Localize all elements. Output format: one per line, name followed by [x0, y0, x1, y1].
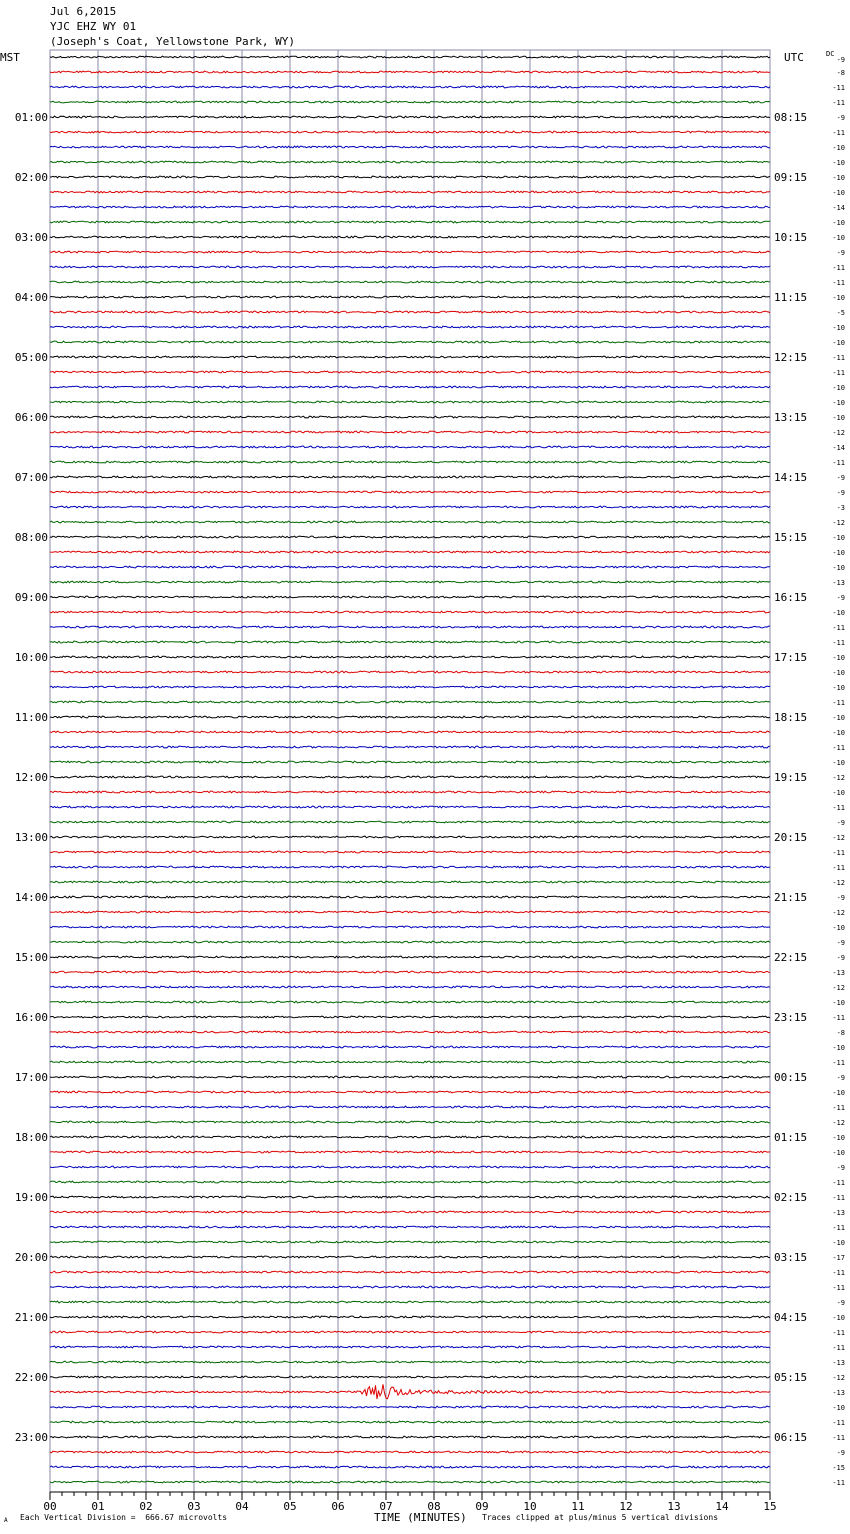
trace-line — [50, 1451, 770, 1453]
trace-line — [50, 671, 770, 673]
dc-offset-label: -10 — [832, 564, 845, 572]
trace-line — [50, 1211, 770, 1213]
left-hour-label: 21:00 — [14, 1311, 48, 1324]
trace-line — [50, 101, 770, 103]
dc-offset-label: -9 — [836, 819, 845, 827]
trace-line — [50, 956, 770, 958]
dc-offset-label: -9 — [836, 1449, 845, 1457]
trace-line — [50, 206, 770, 208]
x-tick-label: 08 — [427, 1500, 441, 1513]
left-hour-label: 20:00 — [14, 1251, 48, 1264]
dc-offset-label: -9 — [836, 56, 845, 64]
x-tick-label: 14 — [715, 1500, 729, 1513]
dc-offset-label: -12 — [832, 984, 845, 992]
trace-line — [50, 431, 770, 433]
trace-line — [50, 641, 770, 643]
left-hour-label: 14:00 — [14, 891, 48, 904]
x-tick-label: 04 — [235, 1500, 249, 1513]
dc-offset-label: -11 — [832, 1344, 845, 1352]
trace-line — [50, 521, 770, 523]
trace-line — [50, 446, 770, 448]
right-hour-label: 05:15 — [774, 1371, 808, 1384]
left-hour-label: 06:00 — [14, 411, 48, 424]
trace-line — [50, 1421, 770, 1423]
trace-line — [50, 596, 770, 598]
dc-offset-label: -11 — [832, 279, 845, 287]
left-hour-label: 03:00 — [14, 231, 48, 244]
x-tick-label: 12 — [619, 1500, 633, 1513]
dc-offset-label: -10 — [832, 729, 845, 737]
trace-line — [50, 1271, 770, 1273]
dc-offset-label: -10 — [832, 324, 845, 332]
trace-line — [50, 191, 770, 193]
right-hour-label: 04:15 — [774, 1311, 808, 1324]
dc-offset-label: -11 — [832, 1194, 845, 1202]
x-tick-label: 10 — [523, 1500, 537, 1513]
right-hour-label: 08:15 — [774, 111, 808, 124]
dc-offset-label: -11 — [832, 804, 845, 812]
trace-line — [50, 1376, 770, 1378]
dc-offset-label: -11 — [832, 1224, 845, 1232]
dc-offset-label: -11 — [832, 1434, 845, 1442]
right-hour-label: 06:15 — [774, 1431, 808, 1444]
trace-line — [50, 851, 770, 853]
trace-line — [50, 476, 770, 478]
x-tick-label: 02 — [139, 1500, 153, 1513]
x-tick-label: 00 — [43, 1500, 57, 1513]
trace-line — [50, 1481, 770, 1483]
trace-line — [50, 566, 770, 568]
right-timezone-label: UTC — [784, 51, 804, 64]
trace-line — [50, 656, 770, 658]
dc-offset-label: -10 — [832, 399, 845, 407]
trace-line — [50, 341, 770, 343]
trace-line — [50, 611, 770, 613]
x-axis-label: TIME (MINUTES) — [374, 1511, 467, 1524]
dc-offset-label: -9 — [836, 594, 845, 602]
trace-line — [50, 791, 770, 793]
dc-offset-label: -10 — [832, 1404, 845, 1412]
left-hour-label: 16:00 — [14, 1011, 48, 1024]
trace-line — [50, 1031, 770, 1033]
trace-line — [50, 896, 770, 898]
right-hour-label: 15:15 — [774, 531, 808, 544]
dc-offset-label: -12 — [832, 429, 845, 437]
trace-line — [50, 1001, 770, 1003]
left-hour-label: 23:00 — [14, 1431, 48, 1444]
trace-line — [50, 416, 770, 418]
right-hour-label: 02:15 — [774, 1191, 808, 1204]
trace-line — [50, 926, 770, 928]
dc-offset-label: -10 — [832, 414, 845, 422]
dc-offset-label: -11 — [832, 624, 845, 632]
trace-line — [50, 281, 770, 283]
dc-offset-label: -10 — [832, 534, 845, 542]
dc-offset-label: -9 — [836, 249, 845, 257]
trace-line — [50, 1346, 770, 1348]
dc-offset-label: -10 — [832, 549, 845, 557]
dc-offset-label: -11 — [832, 129, 845, 137]
trace-line — [50, 986, 770, 988]
dc-offset-label: -10 — [832, 714, 845, 722]
trace-line — [50, 701, 770, 703]
trace-line — [50, 1181, 770, 1183]
dc-offset-label: -11 — [832, 849, 845, 857]
dc-offset-label: -13 — [832, 969, 845, 977]
left-hour-label: 09:00 — [14, 591, 48, 604]
dc-offset-label: -10 — [832, 1239, 845, 1247]
dc-offset-label: -9 — [836, 489, 845, 497]
dc-offset-label: -11 — [832, 354, 845, 362]
trace-line — [50, 491, 770, 493]
trace-line — [50, 1136, 770, 1138]
x-tick-label: 06 — [331, 1500, 345, 1513]
dc-offset-label: -11 — [832, 459, 845, 467]
right-hour-label: 10:15 — [774, 231, 808, 244]
dc-offset-label: -5 — [836, 309, 845, 317]
dc-offset-label: -8 — [836, 69, 845, 77]
dc-offset-label: -11 — [832, 264, 845, 272]
left-hour-label: 08:00 — [14, 531, 48, 544]
trace-line — [50, 626, 770, 628]
x-tick-label: 07 — [379, 1500, 393, 1513]
trace-line — [50, 1226, 770, 1228]
dc-offset-label: -9 — [836, 954, 845, 962]
dc-offset-label: -10 — [832, 999, 845, 1007]
dc-offset-label: -11 — [832, 1059, 845, 1067]
dc-offset-label: -12 — [832, 1374, 845, 1382]
trace-line — [50, 1384, 770, 1399]
dc-offset-label: -11 — [832, 1419, 845, 1427]
trace-line — [50, 86, 770, 88]
dc-offset-label: -14 — [832, 444, 845, 452]
dc-offset-label: -12 — [832, 834, 845, 842]
station-location: (Joseph's Coat, Yellowstone Park, WY) — [50, 35, 296, 48]
dc-offset-label: -12 — [832, 519, 845, 527]
dc-offset-label: -11 — [832, 639, 845, 647]
trace-line — [50, 131, 770, 133]
trace-line — [50, 161, 770, 163]
left-hour-label: 18:00 — [14, 1131, 48, 1144]
right-hour-label: 09:15 — [774, 171, 808, 184]
trace-line — [50, 536, 770, 538]
left-hour-label: 17:00 — [14, 1071, 48, 1084]
dc-offset-label: -10 — [832, 1149, 845, 1157]
dc-offset-label: -10 — [832, 924, 845, 932]
dc-offset-label: -10 — [832, 234, 845, 242]
trace-line — [50, 311, 770, 313]
x-tick-label: 11 — [571, 1500, 585, 1513]
x-tick-label: 15 — [763, 1500, 777, 1513]
trace-line — [50, 806, 770, 808]
dc-offset-label: -9 — [836, 894, 845, 902]
right-hour-label: 23:15 — [774, 1011, 808, 1024]
trace-line — [50, 1316, 770, 1318]
dc-offset-label: -9 — [836, 114, 845, 122]
right-hour-label: 00:15 — [774, 1071, 808, 1084]
right-hour-label: 12:15 — [774, 351, 808, 364]
trace-line — [50, 1061, 770, 1063]
trace-line — [50, 1256, 770, 1258]
x-tick-label: 09 — [475, 1500, 489, 1513]
dc-offset-label: -11 — [832, 1329, 845, 1337]
trace-line — [50, 1301, 770, 1303]
dc-offset-label: -11 — [832, 744, 845, 752]
right-hour-label: 13:15 — [774, 411, 808, 424]
trace-line — [50, 506, 770, 508]
dc-offset-label: -11 — [832, 1014, 845, 1022]
dc-offset-label: -3 — [836, 504, 845, 512]
left-hour-label: 22:00 — [14, 1371, 48, 1384]
trace-line — [50, 356, 770, 358]
dc-offset-label: -8 — [836, 1029, 845, 1037]
trace-line — [50, 971, 770, 973]
trace-line — [50, 1361, 770, 1363]
trace-line — [50, 821, 770, 823]
trace-line — [50, 941, 770, 943]
dc-offset-label: -11 — [832, 84, 845, 92]
left-hour-label: 04:00 — [14, 291, 48, 304]
dc-offset-label: -10 — [832, 759, 845, 767]
dc-offset-label: -9 — [836, 1164, 845, 1172]
dc-offset-label: -11 — [832, 369, 845, 377]
trace-line — [50, 56, 770, 58]
dc-offset-label: -11 — [832, 1284, 845, 1292]
trace-line — [50, 761, 770, 763]
left-hour-label: 11:00 — [14, 711, 48, 724]
left-hour-label: 02:00 — [14, 171, 48, 184]
trace-line — [50, 776, 770, 778]
dc-offset-label: -10 — [832, 174, 845, 182]
dc-offset-label: -10 — [832, 159, 845, 167]
dc-offset-label: -12 — [832, 909, 845, 917]
trace-line — [50, 71, 770, 73]
trace-line — [50, 1286, 770, 1288]
dc-offset-label: -9 — [836, 474, 845, 482]
trace-line — [50, 866, 770, 868]
trace-line — [50, 251, 770, 253]
right-hour-label: 18:15 — [774, 711, 808, 724]
right-hour-label: 22:15 — [774, 951, 808, 964]
clip-note: Traces clipped at plus/minus 5 vertical divisions — [482, 1513, 719, 1522]
trace-line — [50, 1016, 770, 1018]
dc-offset-label: -10 — [832, 144, 845, 152]
trace-line — [50, 1166, 770, 1168]
dc-offset-label: -14 — [832, 204, 845, 212]
dc-offset-label: -11 — [832, 1269, 845, 1277]
trace-line — [50, 1241, 770, 1243]
trace-line — [50, 1331, 770, 1333]
station-code: YJC EHZ WY 01 — [50, 20, 137, 33]
right-hour-label: 03:15 — [774, 1251, 808, 1264]
right-hour-label: 19:15 — [774, 771, 808, 784]
trace-line — [50, 401, 770, 403]
right-hour-label: 16:15 — [774, 591, 808, 604]
corner-mark: A — [4, 1517, 8, 1524]
trace-line — [50, 371, 770, 373]
dc-offset-label: -10 — [832, 1044, 845, 1052]
trace-line — [50, 1436, 770, 1438]
left-hour-label: 01:00 — [14, 111, 48, 124]
dc-offset-label: -10 — [832, 219, 845, 227]
dc-offset-label: -11 — [832, 1179, 845, 1187]
dc-offset-label: -10 — [832, 1314, 845, 1322]
dc-offset-label: -13 — [832, 1209, 845, 1217]
left-hour-label: 07:00 — [14, 471, 48, 484]
dc-offset-label: -10 — [832, 1089, 845, 1097]
dc-offset-label: -10 — [832, 789, 845, 797]
trace-line — [50, 386, 770, 388]
trace-line — [50, 581, 770, 583]
dc-offset-label: -15 — [832, 1464, 845, 1472]
trace-line — [50, 1076, 770, 1078]
trace-line — [50, 551, 770, 553]
x-tick-label: 05 — [283, 1500, 297, 1513]
trace-line — [50, 1046, 770, 1048]
dc-offset-label: -10 — [832, 384, 845, 392]
dc-offset-label: -10 — [832, 1134, 845, 1142]
trace-line — [50, 461, 770, 463]
trace-line — [50, 1121, 770, 1123]
left-hour-label: 12:00 — [14, 771, 48, 784]
x-tick-label: 13 — [667, 1500, 681, 1513]
dc-header: DC — [826, 50, 835, 58]
trace-line — [50, 1106, 770, 1108]
trace-line — [50, 1151, 770, 1153]
dc-offset-label: -9 — [836, 1074, 845, 1082]
x-tick-label: 03 — [187, 1500, 201, 1513]
dc-offset-label: -10 — [832, 684, 845, 692]
dc-offset-label: -11 — [832, 1479, 845, 1487]
scale-note: Each Vertical Division = 666.67 microvolts — [20, 1513, 228, 1522]
trace-line — [50, 1091, 770, 1093]
chart-date: Jul 6,2015 — [50, 5, 117, 18]
dc-offset-label: -10 — [832, 654, 845, 662]
dc-offset-label: -9 — [836, 939, 845, 947]
dc-offset-label: -11 — [832, 1104, 845, 1112]
trace-line — [50, 881, 770, 883]
trace-line — [50, 686, 770, 688]
x-tick-label: 01 — [91, 1500, 105, 1513]
dc-offset-label: -13 — [832, 579, 845, 587]
trace-line — [50, 1406, 770, 1408]
right-hour-label: 14:15 — [774, 471, 808, 484]
right-hour-label: 21:15 — [774, 891, 808, 904]
trace-line — [50, 731, 770, 733]
trace-line — [50, 746, 770, 748]
left-hour-label: 13:00 — [14, 831, 48, 844]
trace-line — [50, 146, 770, 148]
trace-line — [50, 296, 770, 298]
dc-offset-label: -10 — [832, 189, 845, 197]
dc-offset-label: -9 — [836, 1299, 845, 1307]
dc-offset-label: -12 — [832, 774, 845, 782]
trace-line — [50, 116, 770, 118]
trace-line — [50, 221, 770, 223]
trace-line — [50, 236, 770, 238]
dc-offset-label: -12 — [832, 1119, 845, 1127]
dc-offset-label: -12 — [832, 879, 845, 887]
trace-line — [50, 1196, 770, 1198]
dc-offset-label: -11 — [832, 864, 845, 872]
left-timezone-label: MST — [0, 51, 20, 64]
dc-offset-label: -10 — [832, 294, 845, 302]
dc-offset-label: -13 — [832, 1359, 845, 1367]
dc-offset-label: -10 — [832, 609, 845, 617]
trace-line — [50, 1466, 770, 1468]
trace-line — [50, 716, 770, 718]
dc-offset-label: -13 — [832, 1389, 845, 1397]
dc-offset-label: -11 — [832, 99, 845, 107]
right-hour-label: 20:15 — [774, 831, 808, 844]
left-hour-label: 10:00 — [14, 651, 48, 664]
trace-line — [50, 836, 770, 838]
dc-offset-label: -17 — [832, 1254, 845, 1262]
dc-offset-label: -10 — [832, 669, 845, 677]
trace-line — [50, 911, 770, 913]
dc-offset-label: -10 — [832, 339, 845, 347]
left-hour-label: 15:00 — [14, 951, 48, 964]
left-hour-label: 19:00 — [14, 1191, 48, 1204]
right-hour-label: 11:15 — [774, 291, 808, 304]
right-hour-label: 17:15 — [774, 651, 808, 664]
trace-line — [50, 266, 770, 268]
dc-offset-label: -11 — [832, 699, 845, 707]
trace-line — [50, 176, 770, 178]
trace-line — [50, 326, 770, 328]
left-hour-label: 05:00 — [14, 351, 48, 364]
right-hour-label: 01:15 — [774, 1131, 808, 1144]
